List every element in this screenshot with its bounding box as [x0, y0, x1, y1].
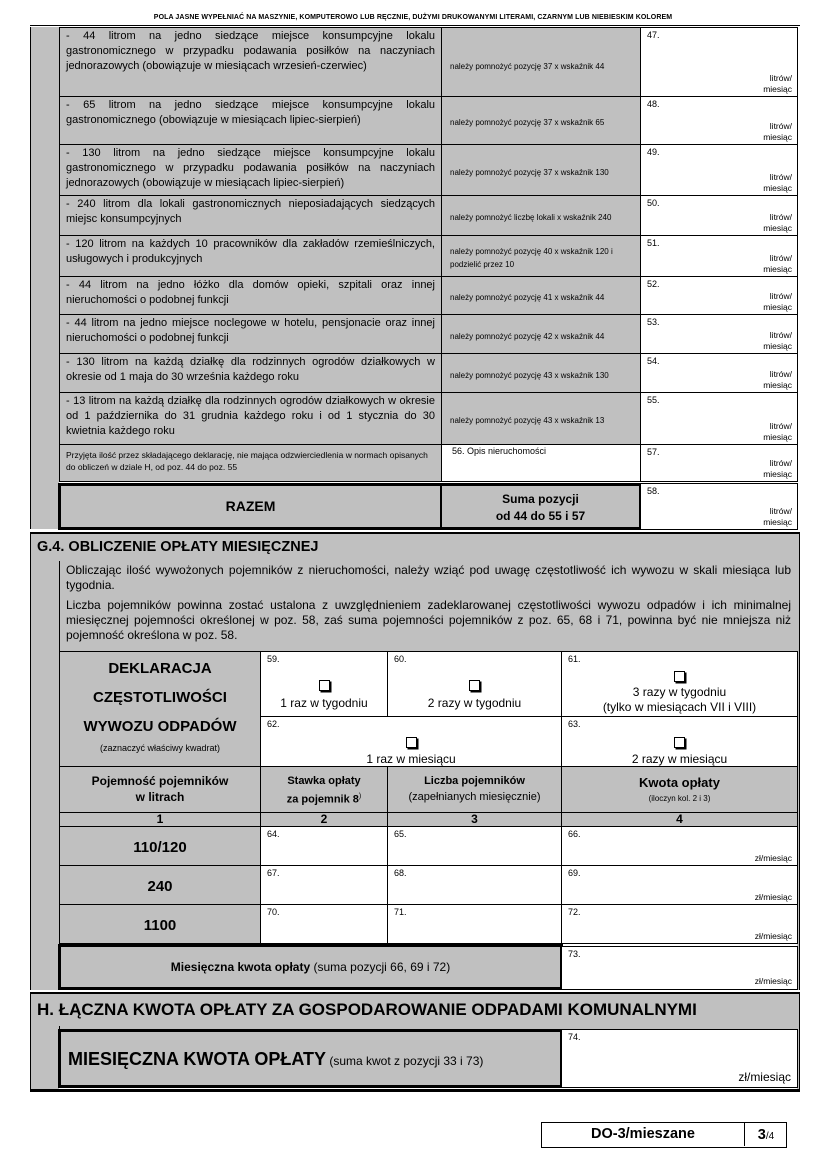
field-74-number: 74. [568, 1032, 581, 1042]
col-rate-footnote-mark: ) [358, 793, 362, 800]
field-73-unit: zł/miesiąc [754, 976, 792, 986]
field-53[interactable] [640, 314, 798, 354]
capacity-row-desc-cell [59, 144, 442, 196]
capacity-row-calc: należy pomnożyć pozycję 43 x wskaźnik 130 [450, 370, 609, 380]
field-73[interactable] [561, 946, 798, 990]
capacity-row-desc-cell [59, 276, 442, 315]
field-52[interactable] [640, 276, 798, 315]
field-number: 70. [267, 907, 280, 917]
checkbox-59-icon[interactable] [319, 680, 330, 691]
field-58-number: 58. [647, 486, 660, 496]
option-62-number: 62. [267, 719, 280, 729]
field-57[interactable] [640, 444, 798, 482]
col-rate-header [260, 766, 388, 813]
capacity-row-calc: należy pomnożyć pozycję 37 x wskaźnik 44 [450, 61, 605, 71]
monthly-fee-label: Miesięczna kwota opłaty [170, 960, 311, 974]
option-62-label: 1 raz w miesiącu [366, 752, 456, 766]
field-unit: zł/miesiąc [754, 853, 792, 863]
capacity-row-calc: należy pomnożyć pozycję 42 x wskaźnik 44 [450, 331, 605, 341]
frequency-declaration-line-1: DEKLARACJA [108, 660, 212, 677]
left-gutter [30, 27, 59, 529]
col-capacity-header [59, 766, 261, 813]
col-amount-header [561, 766, 798, 813]
g4-instructions [59, 561, 797, 651]
field-unit: zł/miesiąc [754, 931, 792, 941]
option-62[interactable] [260, 716, 562, 767]
section-h-title: H. ŁĄCZNA KWOTA OPŁATY ZA GOSPODAROWANIE ODPADAMI KOMUNALNYMI [37, 1000, 697, 1019]
capacity-row-calc-cell [441, 392, 641, 445]
field-number: 52. [647, 279, 660, 289]
field-number: 65. [394, 829, 407, 839]
container-size: 110/120 [59, 826, 261, 866]
field-71[interactable] [387, 904, 562, 944]
field-54[interactable] [640, 353, 798, 393]
g4-instruction-1: Obliczając ilość wywożonych pojemników z nieruchomości, należy wziąć pod uwagę częstotliwość ich wywozu w skali miesiąca lub tygodnia. [66, 563, 791, 592]
field-unit: litrów/ miesiąc [763, 73, 792, 94]
col-count-header-line-2: (zapełnianych miesięcznie) [408, 791, 541, 803]
field-74[interactable] [561, 1029, 798, 1088]
monthly-fee-label-cell [58, 944, 563, 990]
section-g4-header [30, 532, 800, 561]
capacity-row-desc: - 130 litrom na każdą działkę dla rodzinnych ogrodów działkowych w okresie od 1 maja do 30 września każdego roku [66, 356, 435, 383]
total-sum-cell [442, 483, 642, 530]
option-60[interactable] [387, 651, 562, 717]
field-number: 49. [647, 147, 660, 157]
field-50[interactable] [640, 195, 798, 236]
bottom-rule [30, 1089, 800, 1092]
field-number: 51. [647, 238, 660, 248]
capacity-row-desc-cell [59, 195, 442, 236]
field-48[interactable] [640, 96, 798, 145]
page-number: 3 [757, 1127, 766, 1143]
capacity-row-calc-cell [441, 96, 641, 145]
capacity-row-desc-cell [59, 27, 442, 97]
total-monthly-fee-label-cell [58, 1029, 563, 1088]
total-sum-line-1: Suma pozycji [502, 492, 579, 506]
capacity-row-desc: - 240 litrom dla lokali gastronomicznych nieposiadających siedzących miejsc konsumpcyjnych [66, 198, 435, 225]
capacity-row-calc: należy pomnożyć pozycję 37 x wskaźnik 65 [450, 118, 605, 127]
field-49[interactable] [640, 144, 798, 196]
h-left-gutter [30, 1026, 59, 1090]
capacity-row-desc: - 44 litrom na jedno siedzące miejsce konsumpcyjne lokalu gastronomicznego w przypadku podawania posiłków na naczyniach jednorazowych (obowiązuje w miesiącach wrzesień-czerwiec) [66, 30, 435, 72]
field-unit: litrów/ miesiąc [763, 421, 792, 442]
capacity-row-calc-cell [441, 195, 641, 236]
capacity-row-calc: należy pomnożyć pozycję 41 x wskaźnik 44 [450, 293, 605, 302]
capacity-row-desc-cell [59, 314, 442, 354]
option-61-label: 3 razy w tygodniu [632, 685, 727, 699]
container-size: 240 [59, 865, 261, 905]
field-57-number: 57. [647, 447, 660, 457]
option-63-label: 2 razy w miesiącu [631, 752, 728, 766]
capacity-row-calc-cell [441, 235, 641, 277]
field-72[interactable] [561, 904, 798, 944]
field-73-number: 73. [568, 949, 581, 959]
option-59[interactable] [260, 651, 388, 717]
field-number: 69. [568, 868, 581, 878]
total-monthly-fee-label: MIESIĘCZNA KWOTA OPŁATY [68, 1049, 326, 1069]
fill-instructions-note: POLA JASNE WYPEŁNIAĆ NA MASZYNIE, KOMPUTEROWO LUB RĘCZNIE, DUŻYMI DRUKOWANYMI LITERAMI, CZARNYM LUB NIEBIESKIM KOLOREM [153, 14, 673, 21]
field-number: 64. [267, 829, 280, 839]
field-65[interactable] [387, 826, 562, 866]
capacity-row-calc-cell [441, 314, 641, 354]
checkbox-62-icon[interactable] [406, 737, 417, 748]
option-59-number: 59. [267, 654, 280, 664]
capacity-row-desc-cell [59, 235, 442, 277]
field-number: 68. [394, 868, 407, 878]
capacity-row-calc: należy pomnożyć pozycję 43 x wskaźnik 13 [450, 416, 605, 425]
capacity-row-desc: - 130 litrom na jedno siedzące miejsce konsumpcyjne lokalu gastronomicznego w przypadku podawania posiłków na naczyniach jednorazowych (obowiązuje w miesiącach lipiec-sierpień) [66, 147, 435, 189]
property-description-label: 56. Opis nieruchomości [452, 446, 547, 456]
field-58[interactable] [640, 483, 798, 530]
g4-left-gutter [30, 561, 59, 990]
field-68[interactable] [387, 865, 562, 905]
field-number: 67. [267, 868, 280, 878]
total-label-cell [58, 483, 443, 530]
capacity-row-calc-cell [441, 144, 641, 196]
field-unit: litrów/ miesiąc [763, 291, 792, 312]
capacity-row-desc-cell [59, 96, 442, 145]
field-69[interactable] [561, 865, 798, 905]
form-code: DO-3/mieszane [542, 1123, 745, 1146]
field-unit: litrów/ miesiąc [763, 369, 792, 390]
monthly-fee-note: (suma pozycji 66, 69 i 72) [310, 960, 451, 974]
field-number: 47. [647, 30, 660, 40]
capacity-row-calc-cell [441, 276, 641, 315]
checkbox-60-icon[interactable] [469, 680, 480, 691]
frequency-declaration-hint: (zaznaczyć właściwy kwadrat) [99, 743, 221, 753]
field-number: 71. [394, 907, 407, 917]
option-59-label: 1 raz w tygodniu [280, 696, 368, 710]
field-51[interactable] [640, 235, 798, 277]
total-monthly-fee-note: (suma kwot z pozycji 33 i 73) [326, 1054, 484, 1068]
frequency-declaration-label-cell [59, 651, 261, 767]
capacity-row-desc-cell [59, 353, 442, 393]
field-70[interactable] [260, 904, 388, 944]
field-unit: litrów/ miesiąc [763, 172, 792, 193]
capacity-row-desc: - 44 litrom na jedno miejsce noclegowe w hotelu, pensjonacie oraz innej nieruchomości o podobnej funkcji [66, 317, 435, 344]
col-capacity-header-line-2: w litrach [135, 790, 185, 804]
frequency-declaration-line-3: WYWOZU ODPADÓW [83, 718, 237, 735]
col-amount-header-line-2: (iloczyn kol. 2 i 3) [648, 794, 711, 803]
field-64[interactable] [260, 826, 388, 866]
container-size: 1100 [59, 904, 261, 944]
frequency-declaration-line-2: CZĘSTOTLIWOŚCI [93, 689, 227, 706]
field-number: 48. [647, 99, 660, 109]
total-sum-line-2: od 44 do 55 i 57 [495, 509, 586, 523]
page-total: /4 [765, 1131, 775, 1142]
field-number: 55. [647, 395, 660, 405]
top-rule [30, 25, 800, 26]
total-label: RAZEM [225, 498, 276, 514]
col-count-header-line-1: Liczba pojemników [424, 775, 525, 787]
g4-instruction-2: Liczba pojemników powinna zostać ustalona z uwzględnieniem zadeklarowanej częstotliwości wywozu odpadów i ich minimalnej miesięcznej pojemności określonej w poz. 58, zaś suma pojemności pojemników z poz. 65, 68 i 71, powinna być nie mniejsza niż pojemność określona w poz. 58. [66, 598, 791, 642]
field-67[interactable] [260, 865, 388, 905]
form-footer [541, 1122, 787, 1148]
field-66[interactable] [561, 826, 798, 866]
capacity-row-desc-cell [59, 392, 442, 445]
field-number: 72. [568, 907, 581, 917]
checkbox-61-icon[interactable] [674, 671, 685, 682]
field-74-unit: zł/miesiąc [738, 1070, 791, 1084]
declared-amount-desc-cell [59, 444, 442, 482]
option-60-label: 2 razy w tygodniu [427, 696, 522, 710]
option-63-number: 63. [568, 719, 581, 729]
option-61[interactable] [561, 651, 798, 717]
field-number: 54. [647, 356, 660, 366]
field-57-unit: litrów/ miesiąc [763, 458, 792, 479]
field-number: 50. [647, 198, 660, 208]
option-63[interactable] [561, 716, 798, 767]
capacity-row-desc: - 13 litrom na każdą działkę dla rodzinnych ogrodów działkowych w okresie od 1 października do 31 grudnia każdego roku i od 1 stycznia do 30 kwietnia każdego roku [66, 395, 435, 437]
col-rate-header-line-2: za pojemnik 8 [286, 793, 359, 806]
capacity-row-calc-cell [441, 353, 641, 393]
col-index-2: 2 [260, 812, 388, 827]
section-g4-title: G.4. OBLICZENIE OPŁATY MIESIĘCZNEJ [37, 539, 319, 555]
field-47[interactable] [640, 27, 798, 97]
field-unit: litrów/ miesiąc [763, 212, 792, 233]
field-unit: litrów/ miesiąc [763, 330, 792, 351]
col-index-4: 4 [561, 812, 798, 827]
col-index-3: 3 [387, 812, 562, 827]
capacity-row-desc: - 44 litrom na jedno łóżko dla domów opieki, szpitali oraz innej nieruchomości o podobnej funkcji [66, 279, 435, 306]
field-unit: litrów/ miesiąc [763, 121, 792, 142]
field-number: 66. [568, 829, 581, 839]
capacity-row-desc: - 65 litrom na jedno siedzące miejsce konsumpcyjne lokalu gastronomicznego (obowiązuje w miesiącach lipiec-sierpień) [66, 99, 435, 126]
col-capacity-header-line-1: Pojemność pojemników [91, 774, 229, 788]
declared-amount-desc: Przyjęta ilość przez składającego deklarację, nie mająca odzwierciedlenia w normach opisanych do obliczeń w dziale H, od poz. 44 do poz. 55 [66, 450, 428, 472]
capacity-row-calc: należy pomnożyć liczbę lokali x wskaźnik 240 [450, 213, 612, 222]
field-58-unit: litrów/ miesiąc [763, 506, 792, 527]
capacity-row-calc: należy pomnożyć pozycję 40 x wskaźnik 120 i podzielić przez 10 [450, 247, 613, 269]
capacity-row-calc: należy pomnożyć pozycję 37 x wskaźnik 130 [450, 167, 609, 177]
property-description-field[interactable] [441, 444, 641, 482]
field-55[interactable] [640, 392, 798, 445]
option-61-note: (tylko w miesiącach VII i VIII) [602, 700, 757, 714]
field-number: 53. [647, 317, 660, 327]
field-unit: litrów/ miesiąc [763, 253, 792, 274]
section-h-header [30, 992, 800, 1026]
option-61-number: 61. [568, 654, 581, 664]
checkbox-63-icon[interactable] [674, 737, 685, 748]
col-count-header [387, 766, 562, 813]
field-unit: zł/miesiąc [754, 892, 792, 902]
option-60-number: 60. [394, 654, 407, 664]
capacity-row-calc-cell [441, 27, 641, 97]
col-rate-header-line-1: Stawka opłaty [287, 775, 361, 787]
col-amount-header-line-1: Kwota opłaty [639, 775, 720, 790]
col-index-1: 1 [59, 812, 261, 827]
capacity-row-desc: - 120 litrom na każdych 10 pracowników dla zakładów rzemieślniczych, usługowych i produkcyjnych [66, 238, 435, 265]
